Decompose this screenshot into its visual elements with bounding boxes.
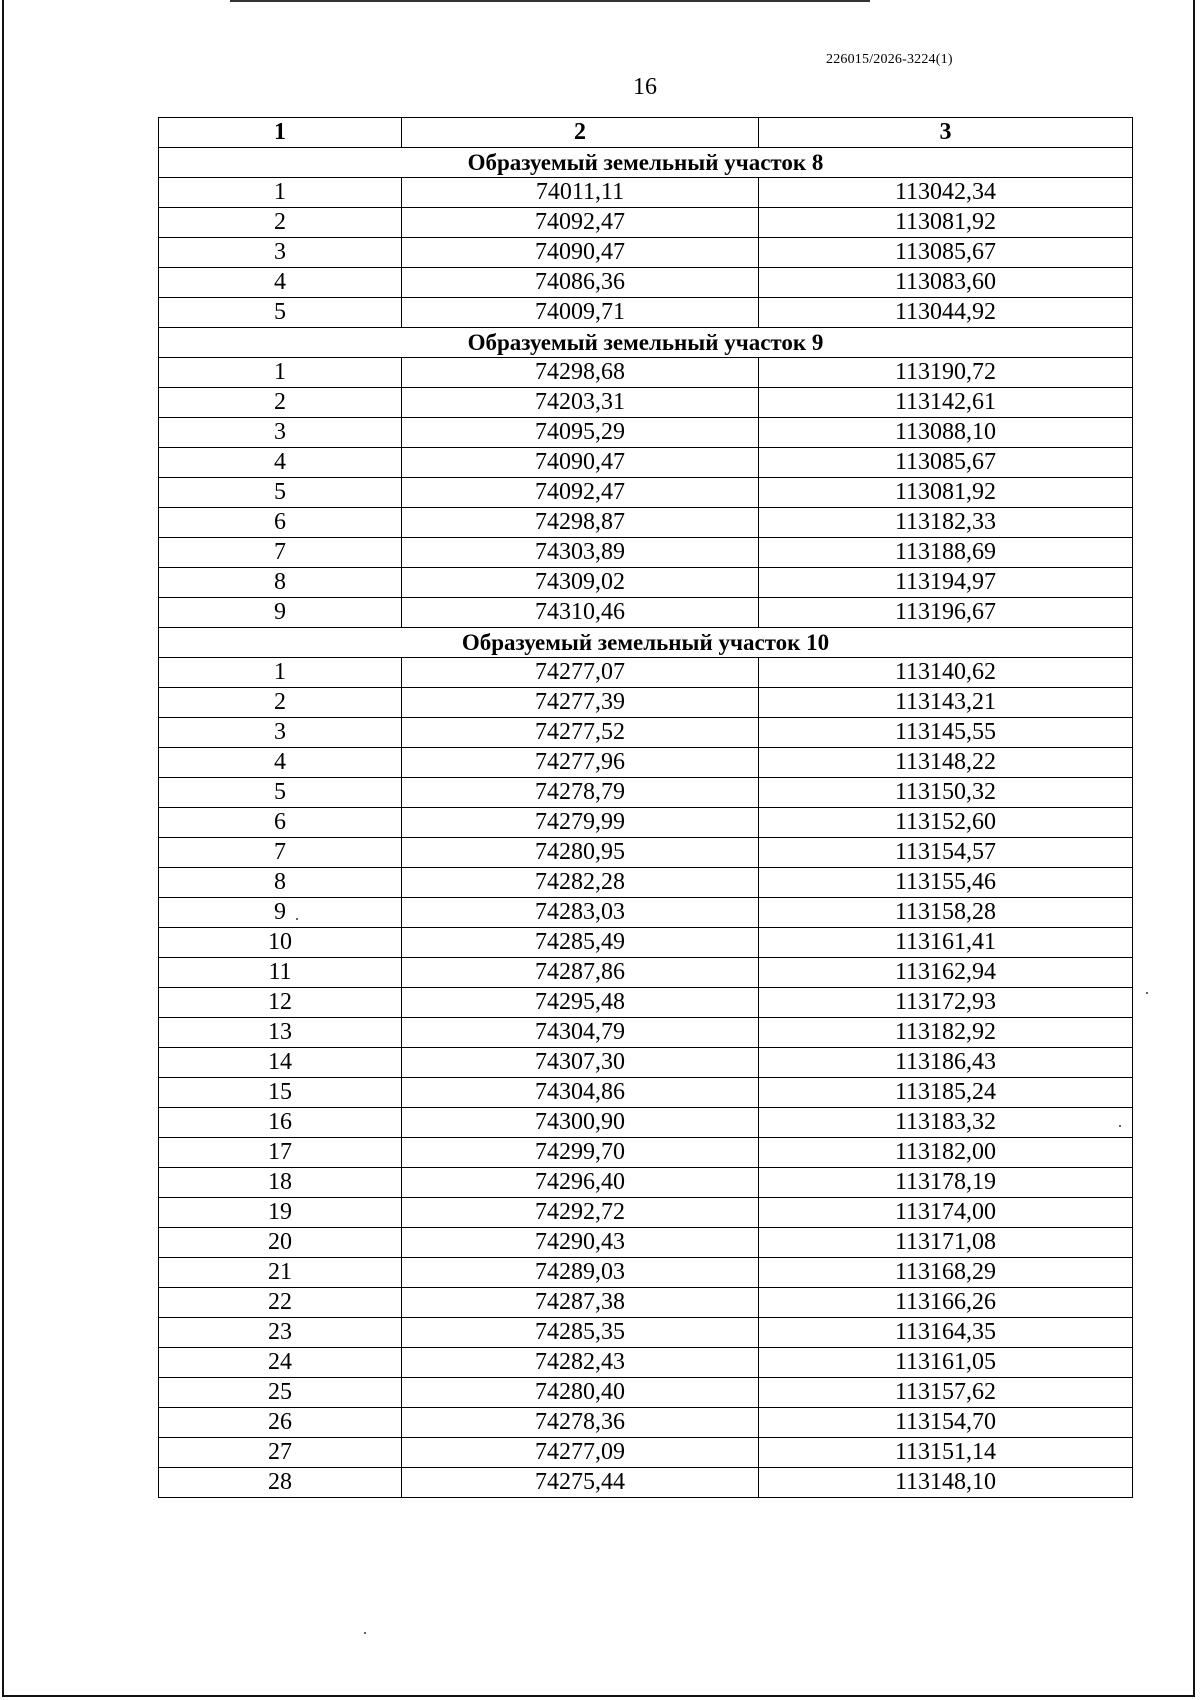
point-number-cell: 1 (159, 358, 402, 388)
point-number-cell: 2 (159, 208, 402, 238)
table-row (159, 1138, 1133, 1168)
x-coordinate-cell: 74092,47 (402, 208, 759, 238)
x-coordinate-cell: 74296,40 (402, 1168, 759, 1198)
x-coordinate-cell: 74285,49 (402, 928, 759, 958)
section-title: Образуемый земельный участок 8 (159, 148, 1133, 178)
y-coordinate-cell: 113042,34 (759, 178, 1133, 208)
point-number-cell: 1 (159, 178, 402, 208)
point-number-cell: 21 (159, 1258, 402, 1288)
y-coordinate-cell: 113085,67 (759, 448, 1133, 478)
table-row (159, 238, 1133, 268)
x-coordinate-cell: 74287,86 (402, 958, 759, 988)
x-coordinate-cell: 74309,02 (402, 568, 759, 598)
table-row (159, 418, 1133, 448)
y-coordinate-cell: 113186,43 (759, 1048, 1133, 1078)
table-row (159, 1228, 1133, 1258)
point-number-cell: 24 (159, 1348, 402, 1378)
x-coordinate-cell: 74280,95 (402, 838, 759, 868)
scan-speck (1119, 1125, 1121, 1127)
y-coordinate-cell: 113196,67 (759, 598, 1133, 628)
table-row (159, 1018, 1133, 1048)
table-row (159, 778, 1133, 808)
x-coordinate-cell: 74092,47 (402, 478, 759, 508)
table-row (159, 1438, 1133, 1468)
point-number-cell: 7 (159, 838, 402, 868)
point-number-cell: 12 (159, 988, 402, 1018)
scan-speck (364, 1632, 366, 1634)
x-coordinate-cell: 74203,31 (402, 388, 759, 418)
y-coordinate-cell: 113085,67 (759, 238, 1133, 268)
scan-speck (296, 918, 298, 920)
y-coordinate-cell: 113143,21 (759, 688, 1133, 718)
y-coordinate-cell: 113183,32 (759, 1108, 1133, 1138)
table-row (159, 268, 1133, 298)
table-row (159, 598, 1133, 628)
x-coordinate-cell: 74282,28 (402, 868, 759, 898)
y-coordinate-cell: 113142,61 (759, 388, 1133, 418)
page-number: 16 (633, 74, 657, 100)
y-coordinate-cell: 113155,46 (759, 868, 1133, 898)
x-coordinate-cell: 74086,36 (402, 268, 759, 298)
point-number-cell: 20 (159, 1228, 402, 1258)
x-coordinate-cell: 74277,39 (402, 688, 759, 718)
y-coordinate-cell: 113148,22 (759, 748, 1133, 778)
table-row (159, 748, 1133, 778)
point-number-cell: 6 (159, 808, 402, 838)
table-row (159, 808, 1133, 838)
coordinates-table (158, 117, 1133, 1498)
point-number-cell: 4 (159, 268, 402, 298)
x-coordinate-cell: 74279,99 (402, 808, 759, 838)
y-coordinate-cell: 113164,35 (759, 1318, 1133, 1348)
y-coordinate-cell: 113185,24 (759, 1078, 1133, 1108)
y-coordinate-cell: 113151,14 (759, 1438, 1133, 1468)
column-header: 3 (759, 118, 1133, 148)
table-row (159, 1198, 1133, 1228)
table-row (159, 1108, 1133, 1138)
table-row (159, 1318, 1133, 1348)
point-number-cell: 18 (159, 1168, 402, 1198)
y-coordinate-cell: 113081,92 (759, 478, 1133, 508)
table-row (159, 1378, 1133, 1408)
table-row (159, 478, 1133, 508)
point-number-cell: 17 (159, 1138, 402, 1168)
table-row (159, 898, 1133, 928)
table-row (159, 208, 1133, 238)
table-row (159, 1048, 1133, 1078)
y-coordinate-cell: 113145,55 (759, 718, 1133, 748)
y-coordinate-cell: 113194,97 (759, 568, 1133, 598)
table-row (159, 538, 1133, 568)
point-number-cell: 10 (159, 928, 402, 958)
table-row (159, 1258, 1133, 1288)
point-number-cell: 5 (159, 778, 402, 808)
table-row (159, 1288, 1133, 1318)
x-coordinate-cell: 74282,43 (402, 1348, 759, 1378)
table-row (159, 1408, 1133, 1438)
table-row (159, 1168, 1133, 1198)
table-row (159, 718, 1133, 748)
y-coordinate-cell: 113190,72 (759, 358, 1133, 388)
x-coordinate-cell: 74009,71 (402, 298, 759, 328)
x-coordinate-cell: 74277,07 (402, 658, 759, 688)
x-coordinate-cell: 74277,52 (402, 718, 759, 748)
y-coordinate-cell: 113148,10 (759, 1468, 1133, 1498)
table-row (159, 388, 1133, 418)
x-coordinate-cell: 74300,90 (402, 1108, 759, 1138)
point-number-cell: 11 (159, 958, 402, 988)
point-number-cell: 16 (159, 1108, 402, 1138)
y-coordinate-cell: 113081,92 (759, 208, 1133, 238)
y-coordinate-cell: 113150,32 (759, 778, 1133, 808)
point-number-cell: 2 (159, 388, 402, 418)
point-number-cell: 9 (159, 898, 402, 928)
table-row (159, 958, 1133, 988)
point-number-cell: 8 (159, 868, 402, 898)
point-number-cell: 5 (159, 298, 402, 328)
x-coordinate-cell: 74283,03 (402, 898, 759, 928)
point-number-cell: 2 (159, 688, 402, 718)
y-coordinate-cell: 113161,41 (759, 928, 1133, 958)
x-coordinate-cell: 74298,68 (402, 358, 759, 388)
table-row (159, 1468, 1133, 1498)
point-number-cell: 5 (159, 478, 402, 508)
point-number-cell: 1 (159, 658, 402, 688)
x-coordinate-cell: 74090,47 (402, 448, 759, 478)
x-coordinate-cell: 74289,03 (402, 1258, 759, 1288)
y-coordinate-cell: 113140,62 (759, 658, 1133, 688)
x-coordinate-cell: 74275,44 (402, 1468, 759, 1498)
point-number-cell: 4 (159, 748, 402, 778)
point-number-cell: 22 (159, 1288, 402, 1318)
point-number-cell: 14 (159, 1048, 402, 1078)
table-row (159, 658, 1133, 688)
x-coordinate-cell: 74011,11 (402, 178, 759, 208)
table-row (159, 838, 1133, 868)
point-number-cell: 8 (159, 568, 402, 598)
x-coordinate-cell: 74303,89 (402, 538, 759, 568)
y-coordinate-cell: 113168,29 (759, 1258, 1133, 1288)
section-title-row (159, 328, 1133, 358)
y-coordinate-cell: 113166,26 (759, 1288, 1133, 1318)
x-coordinate-cell: 74278,36 (402, 1408, 759, 1438)
point-number-cell: 9 (159, 598, 402, 628)
point-number-cell: 28 (159, 1468, 402, 1498)
x-coordinate-cell: 74287,38 (402, 1288, 759, 1318)
x-coordinate-cell: 74278,79 (402, 778, 759, 808)
x-coordinate-cell: 74095,29 (402, 418, 759, 448)
table-row (159, 358, 1133, 388)
table-body (159, 148, 1133, 1498)
y-coordinate-cell: 113154,70 (759, 1408, 1133, 1438)
y-coordinate-cell: 113182,33 (759, 508, 1133, 538)
point-number-cell: 13 (159, 1018, 402, 1048)
x-coordinate-cell: 74290,43 (402, 1228, 759, 1258)
y-coordinate-cell: 113088,10 (759, 418, 1133, 448)
point-number-cell: 23 (159, 1318, 402, 1348)
x-coordinate-cell: 74304,86 (402, 1078, 759, 1108)
point-number-cell: 4 (159, 448, 402, 478)
table-row (159, 448, 1133, 478)
y-coordinate-cell: 113182,00 (759, 1138, 1133, 1168)
x-coordinate-cell: 74304,79 (402, 1018, 759, 1048)
column-header: 1 (159, 118, 402, 148)
y-coordinate-cell: 113158,28 (759, 898, 1133, 928)
point-number-cell: 25 (159, 1378, 402, 1408)
table-row (159, 178, 1133, 208)
column-header: 2 (402, 118, 759, 148)
y-coordinate-cell: 113174,00 (759, 1198, 1133, 1228)
y-coordinate-cell: 113161,05 (759, 1348, 1133, 1378)
y-coordinate-cell: 113162,94 (759, 958, 1133, 988)
section-title-row (159, 148, 1133, 178)
point-number-cell: 7 (159, 538, 402, 568)
table-row (159, 1348, 1133, 1378)
table-row (159, 508, 1133, 538)
table-row (159, 1078, 1133, 1108)
section-title-row (159, 628, 1133, 658)
x-coordinate-cell: 74298,87 (402, 508, 759, 538)
x-coordinate-cell: 74307,30 (402, 1048, 759, 1078)
y-coordinate-cell: 113154,57 (759, 838, 1133, 868)
point-number-cell: 27 (159, 1438, 402, 1468)
table-row (159, 568, 1133, 598)
y-coordinate-cell: 113178,19 (759, 1168, 1133, 1198)
x-coordinate-cell: 74277,96 (402, 748, 759, 778)
x-coordinate-cell: 74285,35 (402, 1318, 759, 1348)
y-coordinate-cell: 113152,60 (759, 808, 1133, 838)
point-number-cell: 3 (159, 238, 402, 268)
scan-edge-line (230, 0, 870, 2)
x-coordinate-cell: 74295,48 (402, 988, 759, 1018)
y-coordinate-cell: 113172,93 (759, 988, 1133, 1018)
x-coordinate-cell: 74310,46 (402, 598, 759, 628)
y-coordinate-cell: 113182,92 (759, 1018, 1133, 1048)
x-coordinate-cell: 74090,47 (402, 238, 759, 268)
y-coordinate-cell: 113157,62 (759, 1378, 1133, 1408)
point-number-cell: 26 (159, 1408, 402, 1438)
y-coordinate-cell: 113044,92 (759, 298, 1133, 328)
y-coordinate-cell: 113171,08 (759, 1228, 1133, 1258)
point-number-cell: 6 (159, 508, 402, 538)
table-row (159, 928, 1133, 958)
point-number-cell: 3 (159, 718, 402, 748)
point-number-cell: 3 (159, 418, 402, 448)
section-title: Образуемый земельный участок 9 (159, 328, 1133, 358)
point-number-cell: 15 (159, 1078, 402, 1108)
table-row (159, 298, 1133, 328)
document-number: 226015/2026-3224(1) (826, 52, 953, 67)
table-row (159, 988, 1133, 1018)
x-coordinate-cell: 74299,70 (402, 1138, 759, 1168)
x-coordinate-cell: 74292,72 (402, 1198, 759, 1228)
y-coordinate-cell: 113188,69 (759, 538, 1133, 568)
y-coordinate-cell: 113083,60 (759, 268, 1133, 298)
point-number-cell: 19 (159, 1198, 402, 1228)
scan-speck (1146, 992, 1148, 994)
table-row (159, 868, 1133, 898)
column-header-row (159, 118, 1133, 148)
section-title: Образуемый земельный участок 10 (159, 628, 1133, 658)
table-row (159, 688, 1133, 718)
x-coordinate-cell: 74277,09 (402, 1438, 759, 1468)
x-coordinate-cell: 74280,40 (402, 1378, 759, 1408)
